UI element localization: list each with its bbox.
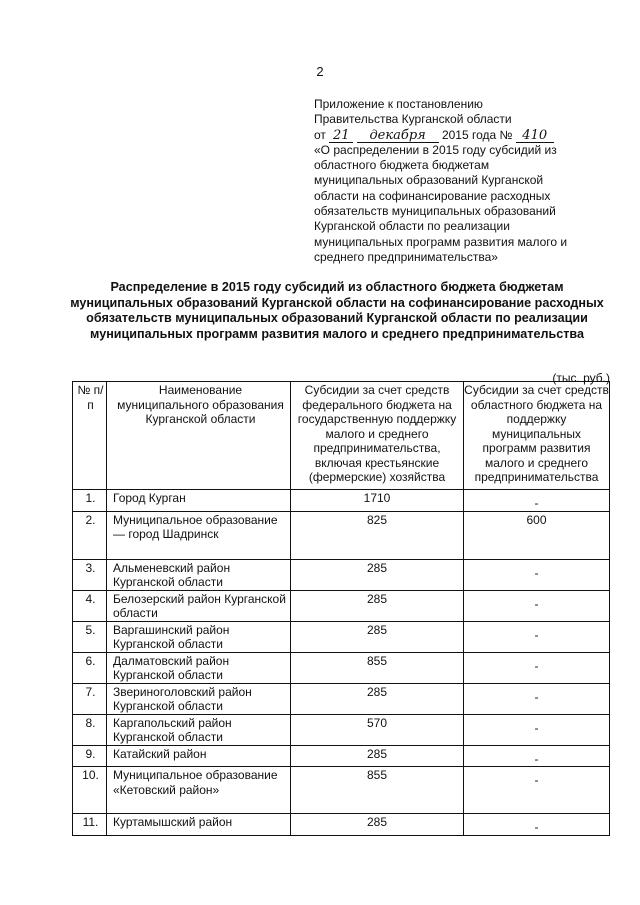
municipality-name-value: Город Курган [113, 491, 186, 505]
row-number-value: 10. [82, 768, 99, 782]
regional-subsidy [464, 814, 610, 836]
regional-subsidy-value: - [534, 689, 539, 704]
row-number-value: 1. [85, 491, 96, 505]
regional-subsidy-value: - [534, 720, 539, 735]
row-number [73, 683, 107, 714]
table-row [73, 559, 610, 590]
municipality-name-value: Каргапольский район Курганской области [113, 715, 232, 744]
regional-subsidy-value: - [534, 751, 539, 766]
appendix-title-line: муниципальных программ развития малого и [314, 234, 568, 249]
header-regional: Субсидии за счет средств областного бюджета на поддержку муниципальных программ развития малого и среднего предпринимательства [464, 382, 610, 490]
row-number-value: 6. [85, 653, 96, 668]
table-row [73, 814, 610, 836]
page-number: 2 [316, 64, 324, 79]
row-number-value: 5. [85, 622, 96, 637]
regional-subsidy-value: - [534, 820, 539, 834]
row-number [73, 814, 107, 836]
table-row [73, 767, 610, 814]
municipality-name [107, 590, 291, 621]
date-day: 21 [329, 130, 353, 143]
table-header-row [73, 382, 610, 490]
header-num: № п/п [73, 382, 107, 490]
municipality-name [107, 745, 291, 767]
document-title: Распределение в 2015 году субсидий из областного бюджета бюджетам муниципальных образований Курганской области на софинансирование расходных обязательств муниципальных образований Курганской области по реализации муниципальных программ развития малого и среднего предпринимательства [70, 280, 604, 341]
units-label: (тыс. руб.) [552, 371, 610, 385]
row-number-value: 4. [85, 591, 96, 606]
regional-subsidy [464, 490, 610, 512]
municipality-name-value: Далматовский район Курганской области [113, 653, 230, 682]
table-row [73, 745, 610, 767]
date-year: 2015 года № [441, 127, 513, 142]
row-number-value: 11. [82, 815, 99, 829]
municipality-name [107, 490, 291, 512]
appendix-line-2: Правительства Курганской области [314, 112, 512, 127]
row-number [73, 590, 107, 621]
federal-subsidy [291, 683, 464, 714]
row-number [73, 490, 107, 512]
municipality-name-value: Муниципальное образование — город Шадринск [113, 512, 278, 541]
federal-subsidy [291, 652, 464, 683]
federal-subsidy-value: 285 [366, 591, 388, 606]
table-row [73, 652, 610, 683]
federal-subsidy-value: 825 [366, 512, 388, 527]
row-number [73, 745, 107, 767]
municipality-name [107, 714, 291, 745]
row-number-value: 9. [85, 746, 96, 761]
federal-subsidy [291, 621, 464, 652]
row-number-value: 8. [85, 715, 96, 730]
federal-subsidy-value: 285 [366, 560, 388, 575]
header-federal: Субсидии за счет средств федерального бюджета на государственную поддержку малого и среднего предпринимательства, включая крестьянские (фермерские) хозяйства [291, 382, 464, 490]
appendix-title-line: областного бюджета бюджетам [314, 158, 490, 173]
row-number-value: 2. [85, 512, 96, 527]
municipality-name-value: Куртамышский район [113, 815, 233, 829]
appendix-title-line: муниципальных образований Курганской [314, 173, 544, 188]
appendix-line-1: Приложение к постановлению [314, 97, 483, 111]
table-row [73, 714, 610, 745]
municipality-name-value: Варгашинский район Курганской области [113, 622, 230, 651]
federal-subsidy [291, 814, 464, 836]
regional-subsidy [464, 767, 610, 814]
row-number [73, 511, 107, 559]
subsidy-table [72, 381, 610, 836]
regional-subsidy-value: - [534, 596, 539, 611]
regional-subsidy-value: - [534, 658, 539, 673]
municipality-name [107, 559, 291, 590]
federal-subsidy-value: 855 [366, 653, 388, 668]
federal-subsidy-value: 285 [366, 815, 388, 829]
federal-subsidy [291, 714, 464, 745]
appendix-title-line: «О распределении в 2015 году субсидий из [314, 142, 557, 157]
federal-subsidy-value: 285 [366, 684, 388, 699]
federal-subsidy-value: 1710 [363, 491, 391, 505]
regional-subsidy [464, 683, 610, 714]
federal-subsidy [291, 767, 464, 814]
header-municipality: Наименование муниципального образования Курганской области [107, 382, 291, 490]
federal-subsidy [291, 511, 464, 559]
regional-subsidy [464, 590, 610, 621]
appendix-title-line: обязательств муниципальных образований [314, 204, 556, 219]
federal-subsidy-value: 285 [366, 746, 388, 761]
decree-number: 410 [516, 130, 554, 143]
municipality-name-value: Белозерский район Курганской области [113, 591, 286, 620]
federal-subsidy-value: 570 [366, 715, 388, 730]
table-row [73, 511, 610, 559]
regional-subsidy-value: - [534, 565, 539, 580]
regional-subsidy-value: - [534, 773, 539, 787]
federal-subsidy [291, 590, 464, 621]
date-month: декабря [357, 130, 439, 143]
municipality-name [107, 683, 291, 714]
regional-subsidy-value: 600 [526, 512, 547, 527]
regional-subsidy [464, 559, 610, 590]
table-row [73, 683, 610, 714]
municipality-name-value: Альменевский район Курганской области [113, 560, 231, 589]
federal-subsidy [291, 490, 464, 512]
row-number [73, 559, 107, 590]
appendix-block [314, 97, 614, 265]
row-number [73, 714, 107, 745]
regional-subsidy [464, 511, 610, 559]
regional-subsidy-value: - [534, 627, 539, 642]
federal-subsidy [291, 745, 464, 767]
regional-subsidy-value: - [534, 496, 539, 510]
municipality-name-value: Звериноголовский район Курганской области [113, 684, 252, 713]
row-number-value: 3. [85, 560, 96, 575]
table-row [73, 590, 610, 621]
municipality-name [107, 767, 291, 814]
regional-subsidy [464, 621, 610, 652]
row-number [73, 767, 107, 814]
appendix-title-line: Курганской области по реализации [314, 219, 510, 234]
municipality-name [107, 652, 291, 683]
row-number [73, 652, 107, 683]
appendix-date-line [314, 128, 614, 143]
federal-subsidy [291, 559, 464, 590]
table-row [73, 621, 610, 652]
regional-subsidy [464, 652, 610, 683]
municipality-name [107, 511, 291, 559]
appendix-title-line: среднего предпринимательства» [314, 249, 498, 264]
municipality-name-value: Катайский район [113, 746, 207, 761]
row-number [73, 621, 107, 652]
date-prefix: от [314, 127, 326, 142]
row-number-value: 7. [85, 684, 96, 699]
municipality-name [107, 814, 291, 836]
regional-subsidy [464, 745, 610, 767]
regional-subsidy [464, 714, 610, 745]
federal-subsidy-value: 855 [366, 768, 388, 782]
table-row [73, 490, 610, 512]
municipality-name-value: Муниципальное образование «Кетовский район» [113, 768, 278, 797]
municipality-name [107, 621, 291, 652]
federal-subsidy-value: 285 [366, 622, 388, 637]
appendix-title-line: области на софинансирование расходных [314, 188, 551, 203]
